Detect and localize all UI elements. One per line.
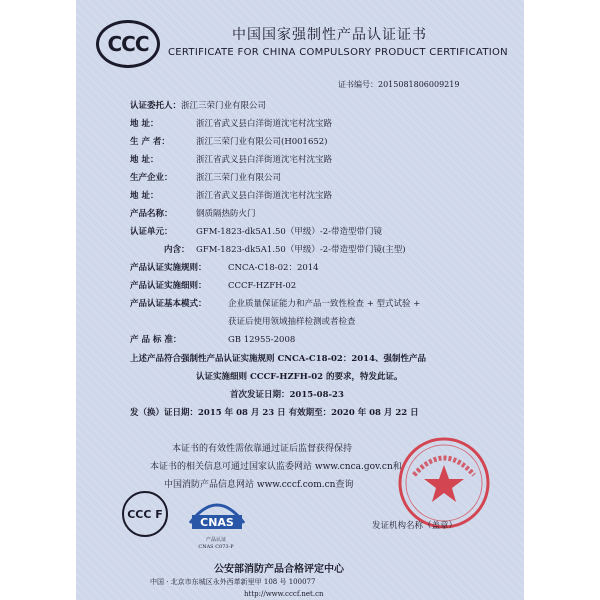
cnas-logo-text: CNAS	[200, 516, 234, 529]
field-standard-label: 产 品 标 准：	[130, 335, 182, 345]
field-factory	[130, 171, 281, 183]
issuer-center-name: 公安部消防产品合格评定中心	[214, 564, 344, 575]
field-model	[130, 225, 382, 237]
footer-validity-note: 本证书的有效性需依靠通过证后监督获得保持	[172, 444, 353, 454]
footer-website-note-1: 本证书的相关信息可通过国家认监委网站 www.cnca.gov.cn和	[150, 462, 402, 472]
field-product-name	[130, 207, 256, 219]
field-product-name-value: 钢质隔热防火门	[196, 209, 256, 219]
field-factory-address	[130, 189, 332, 201]
certificate-title-cn: 中国国家强制性产品认证证书	[232, 27, 427, 43]
field-mode-label: 产品认证基本模式：	[130, 299, 207, 309]
field-producer-address-value: 浙江省武义县白洋街道沈宅村沈宝路	[196, 155, 333, 165]
field-detail-value: CCCF-HZFH-02	[228, 281, 297, 291]
field-producer-value: 浙江三荣门业有限公司(H001652)	[196, 137, 328, 147]
field-product-name-label: 产品名称：	[130, 209, 173, 219]
field-standard-value: GB 12955-2008	[228, 335, 296, 345]
field-producer-address	[130, 153, 332, 165]
field-rule-value: CNCA-C18-02：2014	[228, 263, 319, 273]
field-client-address	[130, 117, 332, 129]
ccc-f-logo	[122, 491, 168, 537]
field-mode-value-line2: 获证后使用领域抽样检测或者检查	[228, 317, 356, 327]
certificate-number	[338, 79, 459, 90]
field-standard	[130, 333, 295, 345]
issuer-website: http://www.cccf.net.cn	[244, 590, 324, 598]
field-detail	[130, 279, 296, 291]
footer-website-note-2: 中国消防产品信息网站 www.cccf.com.cn查询	[164, 480, 354, 490]
cnas-logo	[184, 493, 250, 535]
certificate-title-en: CERTIFICATE FOR CHINA COMPULSORY PRODUCT CERTIFICATION	[168, 47, 508, 58]
field-inner	[164, 243, 406, 255]
certificate-number-value: 2015081806009219	[378, 80, 460, 89]
cnas-code: CNAS C073-P	[198, 544, 234, 550]
field-factory-label: 生产企业：	[130, 173, 173, 183]
field-producer-address-label: 地 址：	[130, 155, 159, 165]
issue-renew-dates: 发（换）证日期：2015 年 08 月 23 日 有效期至：2020 年 08 月 22 日	[130, 408, 419, 418]
field-rule-label: 产品认证实施规则：	[130, 263, 207, 273]
red-seal-icon	[396, 435, 492, 531]
ccc-logo-text: CCC	[107, 32, 149, 56]
field-inner-label: 内含：	[164, 245, 190, 255]
field-client	[130, 99, 266, 111]
field-factory-address-label: 地 址：	[130, 191, 159, 201]
field-producer-label: 生 产 者：	[130, 137, 170, 147]
issuer-address: 中国 · 北京市东城区永外西革新里甲 108 号 100077	[150, 578, 316, 586]
field-model-value: GFM-1823-dk5A1.50（甲级）-2-带造型带门镜	[196, 227, 382, 237]
certificate-number-label: 证书编号：	[338, 80, 378, 89]
issuer-seal-label: 发证机构名称（盖章）	[372, 521, 458, 531]
field-model-label: 认证单元：	[130, 227, 173, 237]
field-mode-line2	[228, 315, 356, 327]
field-factory-value: 浙江三荣门业有限公司	[196, 173, 282, 183]
field-client-address-label: 地 址：	[130, 119, 159, 129]
field-client-address-value: 浙江省武义县白洋街道沈宅村沈宝路	[196, 119, 333, 129]
field-detail-label: 产品认证实施细则：	[130, 281, 207, 291]
field-client-label: 认证委托人：	[130, 101, 182, 111]
field-rule	[130, 261, 319, 273]
field-client-value: 浙江三荣门业有限公司	[181, 101, 267, 111]
statement-line1: 上述产品符合强制性产品认证实施规则 CNCA-C18-02：2014、强制性产品	[130, 354, 426, 364]
ccc-logo	[96, 20, 160, 68]
field-producer	[130, 135, 328, 147]
field-mode	[130, 297, 420, 309]
field-inner-value: GFM-1823-dk5A1.50（甲级）-2-带造型带门镜(主型)	[196, 245, 406, 255]
field-factory-address-value: 浙江省武义县白洋街道沈宅村沈宝路	[196, 191, 333, 201]
field-mode-value-line1: 企业质量保证能力和产品一致性检查 + 型式试验 +	[228, 299, 421, 309]
statement-line2: 认证实施细则 CCCF-HZFH-02 的要求，特发此证。	[196, 372, 403, 382]
first-issue-date: 首次发证日期：2015-08-23	[230, 390, 344, 400]
ccc-f-logo-text: CCC F	[127, 507, 163, 521]
cnas-subtitle: 产品认证	[205, 537, 226, 543]
